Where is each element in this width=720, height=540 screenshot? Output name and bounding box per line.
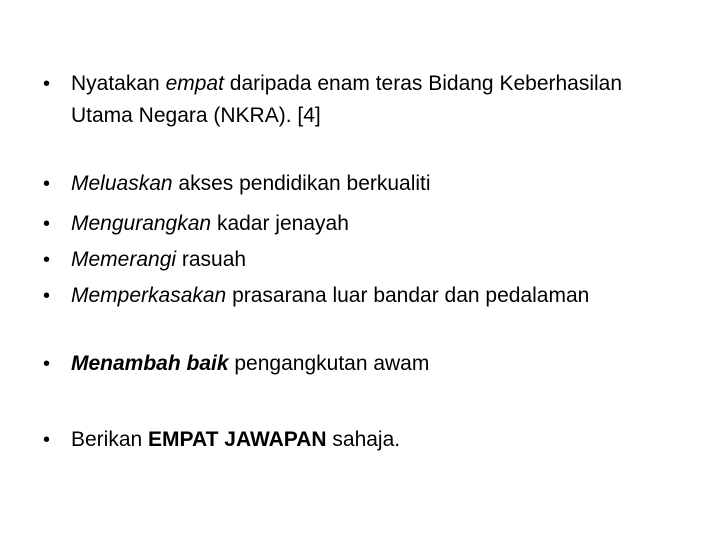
answer-text [71, 168, 683, 200]
answer-rest: prasarana luar bandar dan pedalaman [226, 284, 590, 307]
answer-emphasis: Meluaskan [71, 172, 173, 195]
bullet-icon: • [43, 353, 51, 375]
answer-rest: akses pendidikan berkualiti [172, 172, 431, 195]
bullet-icon: • [43, 285, 51, 307]
instruction-text [71, 424, 683, 456]
question-prefix: Nyatakan [71, 72, 166, 95]
instruction-emphasis: EMPAT JAWAPAN [148, 428, 327, 451]
question-emphasis: empat [165, 72, 224, 95]
question-text [71, 68, 683, 132]
answer-text [71, 208, 683, 240]
answer-emphasis: Memerangi [71, 248, 177, 271]
bullet-icon: • [43, 173, 51, 195]
answer-item [43, 168, 683, 200]
answer-item [43, 208, 683, 240]
answer-emphasis: Menambah baik [71, 352, 229, 375]
answer-text [71, 348, 683, 380]
answer-emphasis: Mengurangkan [71, 212, 212, 235]
instruction-bullet [43, 424, 683, 456]
answer-rest: rasuah [176, 248, 247, 271]
bullet-icon: • [43, 429, 51, 451]
answer-item [43, 348, 683, 380]
answer-text [71, 280, 683, 312]
answer-item [43, 244, 683, 276]
question-bullet [43, 68, 683, 132]
bullet-icon: • [43, 213, 51, 235]
question-suffix: daripada enam teras Bidang Keberhasilan Utama Negara (NKRA). [4] [71, 72, 623, 127]
instruction-prefix: Berikan [71, 428, 149, 451]
instruction-suffix: sahaja. [326, 428, 401, 451]
answer-rest: kadar jenayah [211, 212, 349, 235]
answer-rest: pengangkutan awam [228, 352, 430, 375]
bullet-icon: • [43, 73, 51, 95]
answer-item [43, 280, 683, 312]
bullet-icon: • [43, 249, 51, 271]
answer-text [71, 244, 683, 276]
answer-emphasis: Memperkasakan [71, 284, 227, 307]
